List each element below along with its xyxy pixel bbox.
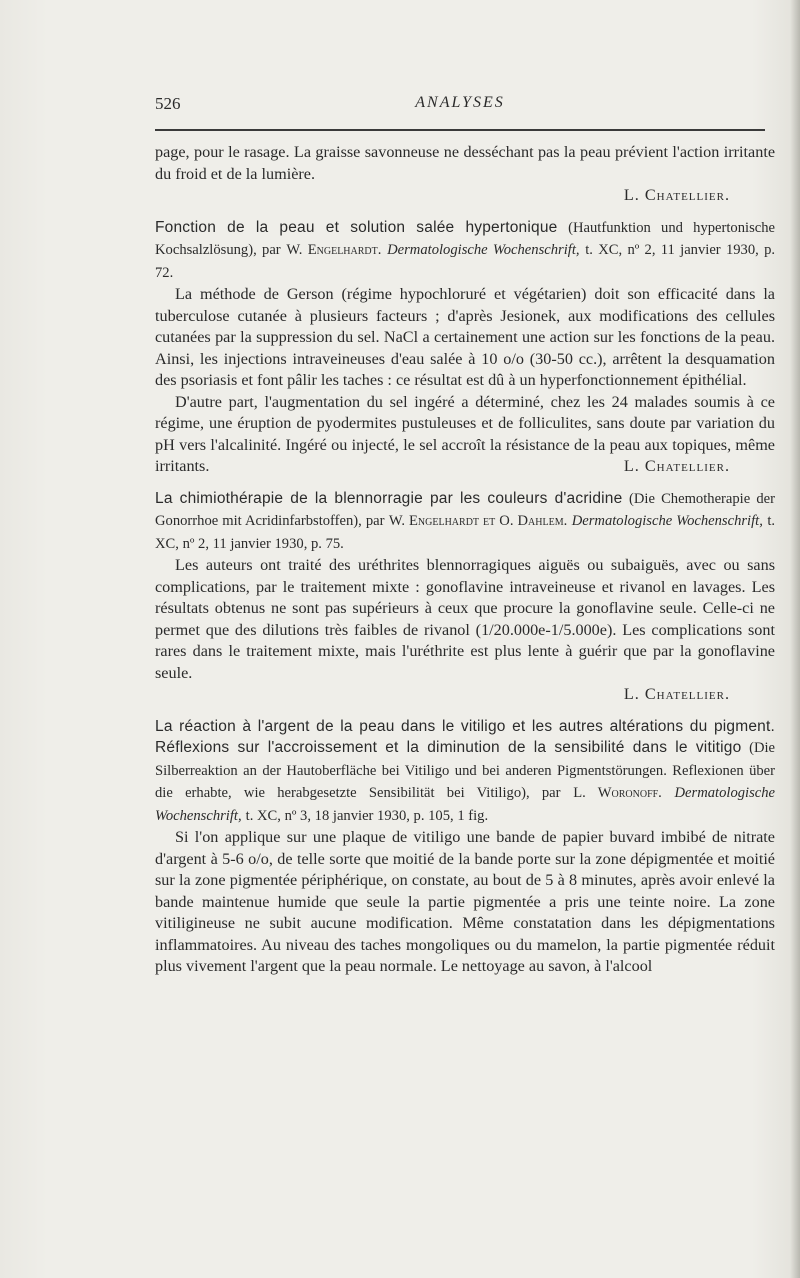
paragraph-continued: page, pour le rasage. La graisse savonneuse ne desséchant pas la peau prévient l'action irritante du froid et de la lumière. [155, 143, 775, 183]
journal-name: Dermatologische Wochenschrift, [155, 785, 776, 824]
signature: L. Chatellier. [623, 186, 730, 204]
original-title: (Hautfunktion und hypertonische Kochsalzlösung), par [155, 219, 776, 258]
page-edge-shadow [790, 0, 800, 1278]
analysis-entry-3 [155, 716, 775, 978]
journal-reference: t. XC, nº 3, 18 janvier 1930, p. 105, 1 fig. [245, 807, 489, 824]
original-title: (Die Chemotherapie der Gonorrhoe mit Acridinfarbstoffen), par [155, 490, 775, 529]
journal-name: Dermatologische Wochenschrift, [387, 242, 580, 258]
entry-paragraph-text: D'autre part, l'augmentation du sel ingéré a déterminé, chez les 24 malades soumis à ce régime, une éruption de pyodermites pustuleuses et de folliculites, sans doute par variation du pH vers l'alcalinité. Ingéré ou injecté, le sel accroît la résistance de la peau aux topiques, même irritants. [155, 392, 775, 475]
entry-citation [155, 716, 775, 828]
journal-name: Dermatologische Wochenschrift, [571, 513, 763, 529]
running-title: ANALYSES [415, 94, 505, 111]
page-number: 526 [155, 94, 181, 113]
entry-author: W. Engelhardt. [286, 242, 382, 258]
journal-reference: t. XC, nº 2, 11 janvier 1930, p. 72. [155, 242, 776, 281]
analysis-entry-1 [155, 217, 775, 478]
page-body [155, 142, 775, 978]
entry-title: La réaction à l'argent de la peau dans le vitiligo et les autres altérations du pigment. Réflexions sur l'accroissement et la diminution de la sensibilité dans le vititigo [155, 717, 775, 756]
entry-title: La chimiothérapie de la blennorragie par les couleurs d'acridine [155, 489, 623, 507]
entry-citation [155, 488, 775, 556]
analysis-entry-2 [155, 488, 775, 706]
journal-reference: t. XC, nº 2, 11 janvier 1930, p. 75. [155, 513, 776, 552]
entry-citation [155, 217, 775, 285]
entry-title: Fonction de la peau et solution salée hypertonique [155, 218, 558, 236]
entry-paragraph: La méthode de Gerson (régime hypochloruré et végétarien) doit son efficacité dans la tuberculose cutanée à plusieurs facteurs ; d'après Jesionek, aux modifications des cellules cutanées par la suppression du sel. NaCl a certainement une action sur les fonctions de la peau. Ainsi, les injections intraveineuses d'eau salée à 10 o/o (30-50 cc.), arrêtent la desquamation des psoriasis et font pâlir les taches : ce résultat est dû à un hyperfonctionnement épithélial. [155, 285, 775, 389]
signature: L. Chatellier. [623, 457, 730, 475]
entry-paragraph: Si l'on applique sur une plaque de vitiligo une bande de papier buvard imbibé de nitrate d'argent à 5-6 o/o, de telle sorte que moitié de la bande porte sur la zone dépigmentée et moitié sur la zone pigmentée périphérique, on constate, au bout de 5 à 8 minutes, après avoir enlevé la bande maintenue humide que seule la partie pigmentée a pris une teinte noire. La zone vitiligineuse ne subit aucune modification. Même constatation dans les dépigmentations inflammatoires. Au niveau des taches mongoliques ou du mamelon, la partie pigmentée réduit plus vivement l'argent que la peau normale. Le nettoyage au savon, à l'alcool [155, 828, 775, 975]
entry-author: L. Woronoff. [573, 785, 662, 801]
original-title: (Die Silberreaktion an der Hautoberfläche bei Vitiligo und bei anderen Pigmentstörungen. Reflexionen über die erhabte, wie herabgesetzte Sensibilität bei Vitiligo), par [155, 740, 776, 801]
running-header [155, 94, 765, 118]
entry-authors: W. Engelhardt et O. Dahlem. [388, 513, 568, 529]
header-rule [155, 129, 765, 131]
entry-paragraph [155, 392, 775, 478]
entry-paragraph: Les auteurs ont traité des uréthrites blennorragiques aiguës ou subaiguës, avec ou sans complications, par le traitement mixte : gonoflavine intraveineuse et rivanol en lavages. Les résultats obtenus ne sont pas supérieurs à ceux que procure la gonoflavine seule. Celle-ci ne permet que des dilutions très faibles de rivanol (1/20.000e-1/5.000e). Les complications sont rares dans le traitement mixte, mais l'uréthrite est plus lente à guérir que par la gonoflavine seule. [155, 556, 775, 682]
signature: L. Chatellier. [623, 685, 730, 703]
